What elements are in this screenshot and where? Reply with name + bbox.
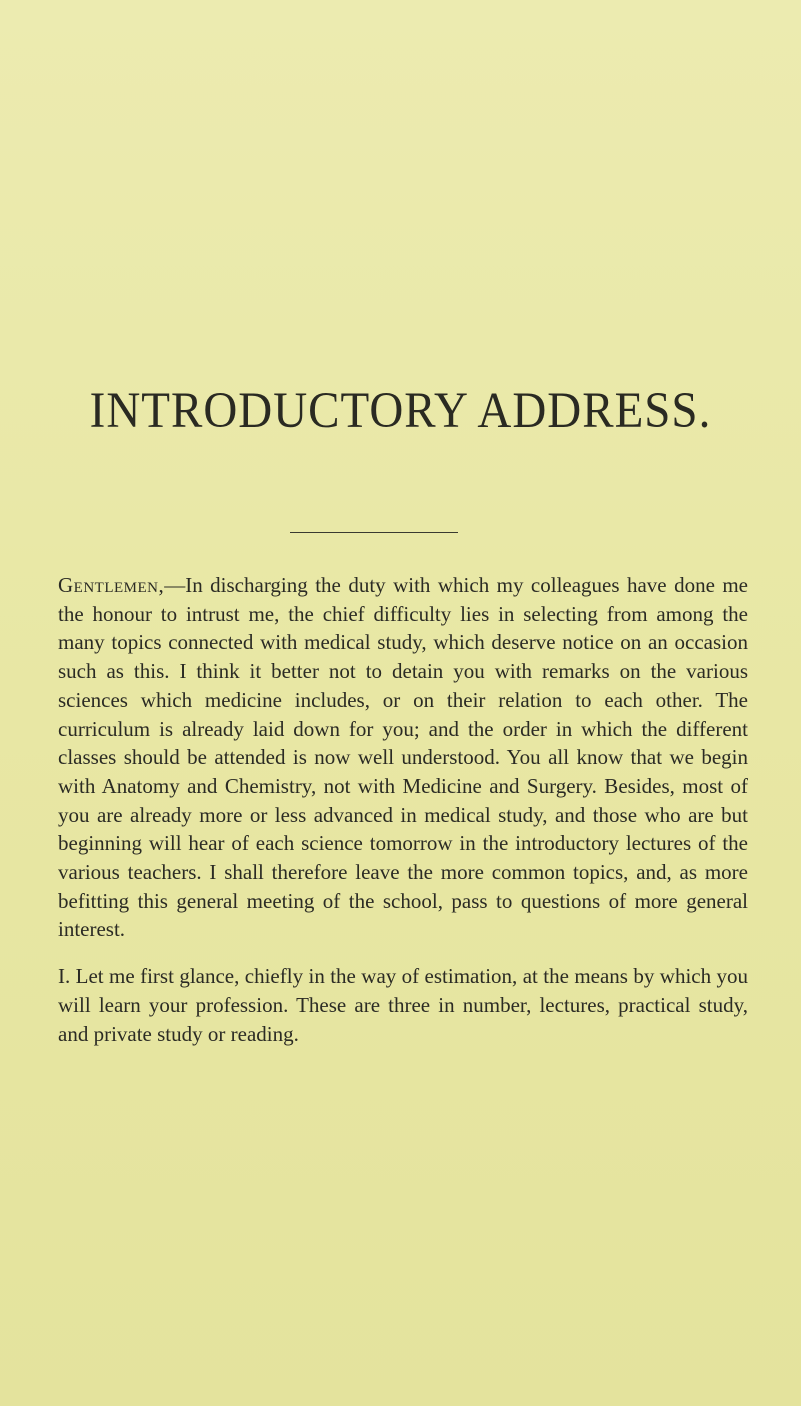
body-text <box>58 571 748 1048</box>
page-title: INTRODUCTORY ADDRESS. <box>89 382 712 439</box>
paragraph-2: I. Let me first glance, chiefly in the way of estimation, at the means by which you will learn your profession. These are three in number, lectures, practical study, and private study or reading. <box>58 964 748 1046</box>
title-divider <box>290 532 458 533</box>
paragraph-1-text: —In discharging the duty with which my colleagues have done me the honour to intrust me, the chief difficulty lies in selecting from among the many topics connected with medical study, which deserve notice on an occasion such as this. I think it better not to detain you with remarks on the various sciences which medicine includes, or on their relation to each other. The curriculum is already laid down for you; and the order in which the different classes should be attended is now well understood. You all know that we begin with Anatomy and Chemistry, not with Medicine and Surgery. Besides, most of you are already more or less advanced in medical study, and those who are but beginning will hear of each science tomorrow in the introductory lectures of the various teachers. I shall therefore leave the more common topics, and, as more befitting this general meeting of the school, pass to questions of more general interest. <box>58 573 748 942</box>
salutation: Gentlemen, <box>58 573 165 597</box>
paragraph-1 <box>58 571 748 944</box>
